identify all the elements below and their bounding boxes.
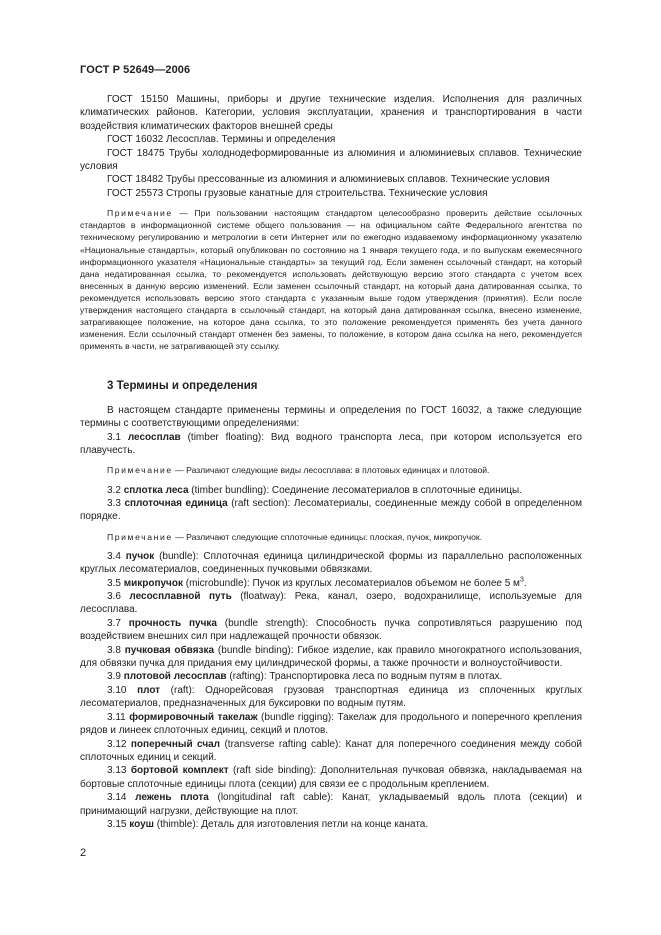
term-definition: (timber floating): Вид водного транспорта леса, при котором используется его плавучесть. [80, 431, 582, 456]
reference-gost-18482: ГОСТ 18482 Трубы прессованные из алюминия и алюминиевых сплавов. Технические условия [107, 174, 550, 186]
term-name: лесосплав [127, 431, 181, 443]
term-definition: (bundle rigging): Такелаж для продольного и поперечного крепления рядов и линеек сплоточных единиц, секций и плотов. [80, 711, 582, 737]
term-3-6 [80, 590, 582, 617]
term-number: 3.14 [107, 792, 136, 804]
term-3-5 [80, 577, 582, 590]
term-3-2 [80, 484, 582, 497]
term-definition: (microbundle): Пучок из круглых лесоматериалов объемом не более 5 м [182, 577, 520, 589]
term-definition: (longitudinal raft cable): Канат, укладываемый вдоль плота (секции) и принимающий нагрузки, действующие на плот. [80, 792, 583, 817]
term-definition: (rafting): Транспортировка леса по водным путям в плотах. [226, 671, 503, 683]
term-definition-tail: . [523, 577, 527, 589]
reference-gost-15150: ГОСТ 15150 Машины, приборы и другие технические изделия. Исполнения для различных климатических районов. Категории, условия эксплуатации, хранения и транспортирования в части воздействия климатических факторов внешней среды [80, 94, 582, 132]
note-text: — При пользовании настоящим стандартом целесообразно проверить действие ссылочных стандартов в информационной системе общего пользования — на официальном сайте Федерального агентства по техническому регулированию и метрологии в сети Интернет или по ежегодно издаваемому информационному указателю «Национальные стандарты», который опубликован по состоянию на 1 января текущего года, и по выпускам ежемесячного информационного указателя «Национальные стандарты» за текущий год. Если заменен ссылочный стандарт, на который дана недатированная ссылка, то рекомендуется использовать действующую версию этого стандарта с учетом всех внесенных в данную версию изменений. Если заменен ссылочный стандарт, на который дана датированная ссылка, то рекомендуется использовать версию этого стандарта с указанным выше годом утверждения (принятия). Если после утверждения настоящего стандарта в ссылочный стандарт, на который дана датированная ссылка, внесено изменение, затрагивающее положение, на которое дана ссылка, то это положение рекомендуется применять без учета данного изменения. Если ссылочный стандарт отменен без замены, то положение, в котором дана ссылка на него, рекомендуется применять в части, не затрагивающей эту ссылку. [80, 208, 582, 352]
term-3-4 [80, 550, 582, 577]
term-3-1 [80, 431, 582, 458]
term-3-14 [80, 791, 582, 818]
term-3-7 [80, 617, 582, 644]
term-name: сплоточная единица [124, 497, 228, 509]
term-name: коуш [129, 818, 154, 830]
term-definition: (floatway): Река, канал, озеро, водохранилище, используемые для лесосплава. [80, 591, 582, 616]
note-text: — Различают следующие виды лесосплава: в плотовых единицах и плотовой. [172, 465, 490, 476]
term-number: 3.13 [107, 765, 131, 777]
term-name: пучок [125, 550, 155, 562]
note-text: — Различают следующие сплоточные единицы: плоская, пучок, микропучок. [172, 531, 483, 542]
note-references [80, 207, 582, 352]
term-name: лесосплавной путь [129, 591, 232, 603]
term-number: 3.15 [107, 818, 130, 830]
term-number: 3.7 [107, 617, 129, 629]
term-definition: (thimble): Деталь для изготовления петли на конце каната. [154, 818, 429, 830]
term-name: плот [137, 684, 161, 696]
term-definition: (bundle strength): Способность пучка сопротивляться разрушению под воздействием внешних сил при надлежащей прочности обвязок. [80, 617, 582, 643]
term-number: 3.6 [107, 591, 130, 603]
term-number: 3.2 [107, 484, 124, 496]
term-3-3 [80, 497, 582, 524]
term-3-10 [80, 684, 582, 711]
term-3-8 [80, 644, 582, 671]
term-definition: (bundle binding): Гибкое изделие, как правило многократного использования, для обвязки пучка для придания ему цилиндрической формы, а также прочности и волноустойчивости. [80, 644, 582, 670]
note-timber-floating [80, 464, 582, 476]
term-number: 3.4 [107, 550, 126, 562]
term-3-12 [80, 738, 582, 765]
reference-gost-18475: ГОСТ 18475 Трубы холоднодеформированные из алюминия и алюминиевых сплавов. Технические условия [80, 147, 582, 173]
section-title: 3 Термины и определения [107, 380, 258, 393]
note-label: Примечание [107, 531, 173, 542]
term-number: 3.5 [107, 577, 124, 589]
term-3-11 [80, 711, 582, 738]
term-name: микропучок [123, 577, 183, 589]
term-name: поперечный счал [130, 738, 221, 750]
term-name: прочность пучка [128, 617, 217, 629]
term-3-9 [80, 670, 582, 683]
note-label: Примечание [107, 208, 173, 219]
term-number: 3.12 [107, 738, 131, 750]
superscript-3: 3 [519, 576, 524, 584]
term-name: сплотка леса [123, 484, 189, 496]
term-definition: (raft section): Лесоматериалы, соединенные между собой в определенном порядке. [80, 497, 583, 523]
term-name: плотовой лесосплав [123, 671, 227, 683]
term-name: лежень плота [135, 792, 209, 804]
term-definition: (transverse rafting cable): Канат для поперечного соединения между собой сплоточных единиц и секций. [80, 738, 582, 763]
reference-gost-25573: ГОСТ 25573 Стропы грузовые канатные для строительства. Технические условия [107, 187, 488, 199]
term-definition: (raft): Однорейсовая грузовая транспортная единица из сплоченных круглых лесоматериалов, предназначенных для буксировки по водным путям. [80, 684, 582, 710]
term-definition: (raft side binding): Дополнительная пучковая обвязка, накладываемая на бортовые сплоточные единицы плота (секции) для связи ее с продольным креплением. [80, 765, 582, 790]
term-definition: (bundle): Сплоточная единица цилиндрической формы из параллельно расположенных круглых лесоматериалов, соединенных пучковыми обвязками. [80, 550, 583, 576]
term-number: 3.3 [107, 497, 125, 509]
note-raft-sections [80, 531, 582, 543]
term-3-13 [80, 764, 582, 791]
reference-gost-16032: ГОСТ 16032 Лесосплав. Термины и определения [107, 134, 336, 146]
term-name: бортовой комплект [130, 765, 229, 777]
page-number: 2 [80, 847, 87, 859]
term-definition: (timber bundling): Соединение лесоматериалов в сплоточные единицы. [188, 484, 523, 496]
term-number: 3.9 [107, 671, 124, 683]
term-number: 3.8 [107, 644, 125, 656]
term-3-15 [80, 818, 582, 831]
term-name: пучковая обвязка [124, 644, 215, 656]
term-number: 3.10 [107, 684, 138, 696]
document-body [80, 93, 582, 831]
note-label: Примечание [107, 465, 173, 476]
document-header: ГОСТ Р 52649—2006 [80, 64, 191, 76]
term-number: 3.11 [107, 711, 130, 723]
section-intro: В настоящем стандарте применены термины и определения по ГОСТ 16032, а также следующие термины с соответствующими определениями: [80, 404, 582, 430]
term-number: 3.1 [107, 431, 128, 443]
term-name: формировочный такелаж [129, 711, 258, 723]
